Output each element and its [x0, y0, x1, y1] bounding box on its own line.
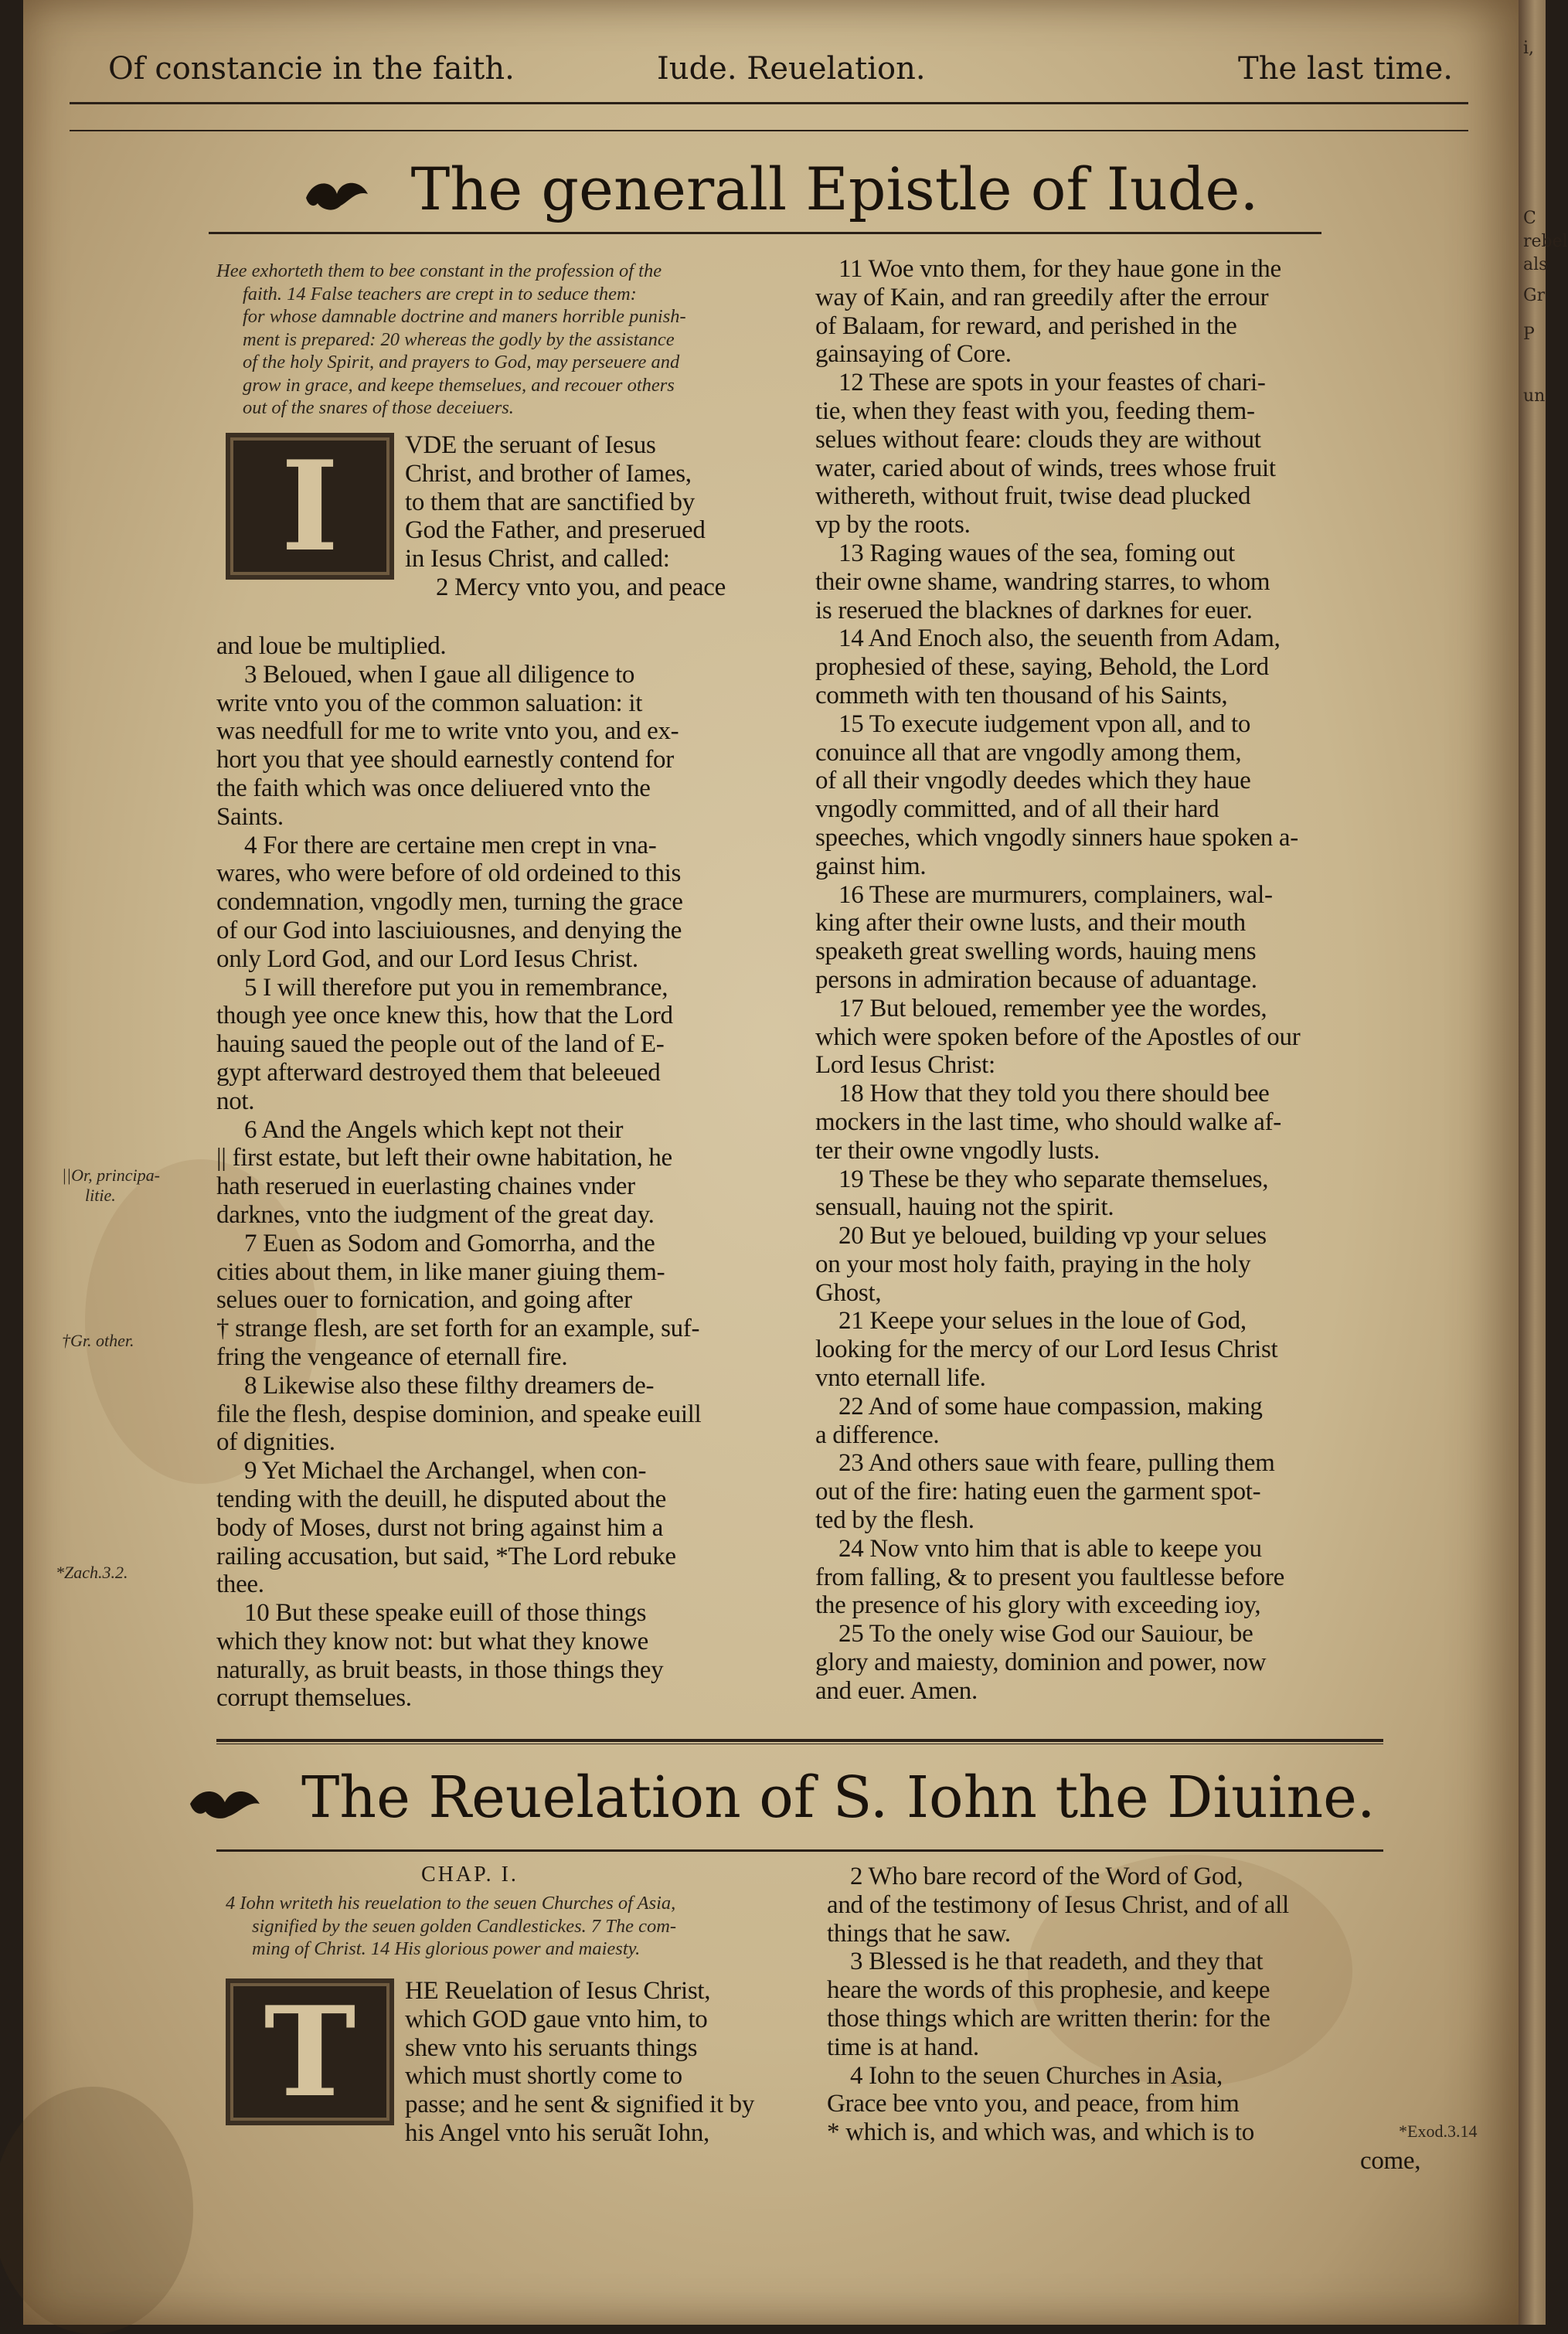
text-line: Lord Iesus Christ:: [815, 1051, 995, 1080]
text-line: 16 These are murmurers, complainers, wal-: [838, 880, 1273, 909]
edge-fragment: un: [1523, 386, 1546, 406]
text-line: only Lord God, and our Lord Iesus Christ.: [216, 944, 638, 973]
text-line: 9 Yet Michael the Archangel, when con-: [244, 1457, 647, 1485]
text-line: vp by the roots.: [815, 511, 971, 539]
text-line: and of the testimony of Iesus Christ, and of all: [827, 1890, 1289, 1919]
argument-line: out of the snares of those deceiuers.: [243, 397, 514, 418]
text-line: Saints.: [216, 802, 284, 831]
text-line: way of Kain, and ran greedily after the errour: [815, 283, 1269, 311]
argument-line: Hee exhorteth them to bee constant in the profession of the: [216, 260, 662, 281]
text-line: hort you that yee should earnestly contend for: [216, 746, 674, 774]
text-line: from falling, & to present you faultlesse before: [815, 1563, 1284, 1591]
text-line: 11 Woe vnto them, for they haue gone in the: [838, 255, 1281, 283]
running-head: [108, 45, 1453, 99]
text-line: 3 Blessed is he that readeth, and they that: [850, 1948, 1264, 1976]
text-line: 3 Beloued, when I gaue all diligence to: [244, 660, 635, 689]
text-line: 13 Raging waues of the sea, foming out: [838, 539, 1235, 567]
text-line: hath reserued in euerlasting chaines vnder: [216, 1172, 635, 1201]
jude-left-column: [216, 632, 804, 1713]
text-line: those things which are written therin: for the: [827, 2004, 1270, 2033]
text-line: the presence of his glory with exceeding ioy,: [815, 1591, 1261, 1620]
text-line: king after their owne lusts, and their mouth: [815, 909, 1246, 937]
argument-line: ming of Christ. 14 His glorious power and maiesty.: [252, 1938, 641, 1959]
text-line: 25 To the onely wise God our Sauiour, be: [838, 1620, 1253, 1648]
text-line: is reserued the blacknes of darknes for euer.: [815, 596, 1253, 624]
text-line: ted by the flesh.: [815, 1506, 974, 1535]
text-line: vngodly committed, and of all their hard: [815, 795, 1219, 824]
next-page-edge: [1519, 0, 1568, 2325]
text-line: passe; and he sent & signified it by: [405, 2091, 755, 2119]
edge-fragment: Gr: [1523, 286, 1546, 305]
edge-fragment: i,: [1523, 39, 1535, 58]
text-line: shew vnto his seruants things: [405, 2033, 698, 2062]
text-line: Ghost,: [815, 1278, 882, 1307]
revelation-title-block: [85, 1764, 1476, 1831]
text-line: * which is, and which was, and which is to: [827, 2118, 1254, 2147]
jude-title-rule: [209, 232, 1321, 234]
text-line: tending with the deuill, he disputed about the: [216, 1485, 666, 1513]
edge-fragment: P: [1523, 325, 1535, 344]
text-line: 18 How that they told you there should bee: [838, 1080, 1270, 1108]
jude-right-column: [815, 255, 1480, 1706]
text-line: 22 And of some haue compassion, making: [838, 1392, 1263, 1420]
text-line: vnto eternall life.: [815, 1364, 986, 1393]
text-line: and euer. Amen.: [815, 1676, 978, 1705]
margin-note-line: ||Or, principa-: [62, 1165, 160, 1185]
text-line: 12 These are spots in your feastes of chari-: [838, 369, 1266, 397]
text-line: prophesied of these, saying, Behold, the Lord: [815, 653, 1269, 682]
text-line: which they know not: but what they knowe: [216, 1627, 648, 1655]
argument-line: ment is prepared: 20 whereas the godly by the assistance: [243, 328, 675, 350]
chapter-heading: CHAP. I.: [421, 1863, 519, 1887]
jude-dropcap: I: [226, 433, 394, 580]
head-rule-2: [70, 130, 1468, 131]
argument-line: grow in grace, and keepe themselues, and recouer others: [243, 374, 675, 396]
text-line: selues ouer to fornication, and going after: [216, 1286, 632, 1315]
text-line: 17 But beloued, remember yee the wordes,: [838, 994, 1267, 1022]
margin-note-gr-other: †Gr. other.: [62, 1331, 134, 1350]
jude-opening-text: [405, 431, 726, 602]
text-line: God the Father, and preserued: [405, 516, 706, 545]
text-line: to them that are sanctified by: [405, 488, 695, 516]
text-line: 21 Keepe your selues in the loue of God,: [838, 1307, 1247, 1335]
text-line: railing accusation, but said, *The Lord rebuke: [216, 1542, 676, 1570]
text-line: withereth, without fruit, twise dead plucked: [815, 482, 1251, 511]
text-line: gypt afterward destroyed them that beleeued: [216, 1058, 661, 1087]
argument-line: for whose damnable doctrine and maners horrible punish-: [243, 306, 686, 327]
text-line: of dignities.: [216, 1428, 335, 1457]
text-line: was needfull for me to write vnto you, and ex-: [216, 717, 679, 746]
text-line: which were spoken before of the Apostles of our: [815, 1022, 1301, 1051]
text-line: glory and maiesty, dominion and power, now: [815, 1648, 1267, 1677]
text-line: VDE the seruant of Iesus: [405, 431, 656, 459]
margin-note-line: litie.: [85, 1186, 116, 1205]
text-line: 5 I will therefore put you in remembrance,: [244, 973, 668, 1002]
text-line: file the flesh, despise dominion, and speake euill: [216, 1400, 702, 1428]
jude-argument: [216, 260, 804, 420]
margin-note-zach: *Zach.3.2.: [56, 1563, 128, 1582]
running-head-right: The last time.: [1238, 51, 1453, 87]
text-line: hauing saued the people out of the land of E-: [216, 1030, 665, 1059]
text-line: time is at hand.: [827, 2033, 979, 2061]
jude-title-block: [85, 155, 1476, 223]
running-head-center: Iude. Reuelation.: [657, 51, 926, 87]
margin-note-principalitie: [62, 1165, 160, 1206]
text-line: the faith which was once deliuered vnto the: [216, 774, 651, 802]
text-line: which must shortly come to: [405, 2062, 682, 2091]
text-line: 24 Now vnto him that is able to keepe you: [838, 1534, 1262, 1563]
text-line: 4 Iohn to the seuen Churches in Asia,: [850, 2061, 1223, 2090]
text-line: things that he saw.: [827, 1919, 1011, 1948]
text-line: || first estate, but left their owne habitation, he: [216, 1144, 672, 1172]
text-line: water, caried about of winds, trees whose fruit: [815, 454, 1276, 482]
revelation-opening: [226, 1978, 813, 2156]
bible-page: [23, 0, 1519, 2325]
text-line: fring the vengeance of eternall fire.: [216, 1342, 568, 1371]
text-line: selues without feare: clouds they are without: [815, 425, 1261, 454]
text-line: wares, who were before of old ordeined to this: [216, 859, 682, 888]
argument-line: of the holy Spirit, and prayers to God, may perseuere and: [243, 352, 680, 373]
text-line: write vnto you of the common saluation: it: [216, 689, 643, 717]
fleuron-icon: [186, 1781, 264, 1824]
text-line: gainsaying of Core.: [815, 340, 1012, 369]
text-line: body of Moses, durst not bring against him a: [216, 1513, 663, 1542]
text-line: 19 These be they who separate themselues,: [838, 1165, 1269, 1193]
revelation-title: The Reuelation of S. Iohn the Diuine.: [301, 1764, 1376, 1831]
argument-line: faith. 14 False teachers are crept in to seduce them:: [243, 283, 637, 305]
text-line: come,: [1360, 2146, 1421, 2175]
text-line: cities about them, in like maner giuing them-: [216, 1257, 665, 1286]
text-line: looking for the mercy of our Lord Iesus Christ: [815, 1335, 1278, 1364]
text-line: speaketh great swelling words, hauing mens: [815, 937, 1257, 966]
text-line: corrupt themselues.: [216, 1684, 412, 1713]
text-line: of our God into lasciuiousnes, and denying the: [216, 916, 682, 944]
text-line: Christ, and brother of Iames,: [405, 459, 692, 488]
text-line: darknes, vnto the iudgment of the great day.: [216, 1200, 655, 1229]
argument-line: 4 Iohn writeth his reuelation to the seuen Churches of Asia,: [226, 1893, 676, 1914]
text-line: speeches, which vngodly sinners haue spoken a-: [815, 823, 1298, 852]
text-line: 4 For there are certaine men crept in vna-: [244, 831, 657, 859]
revelation-argument: [226, 1892, 813, 1961]
head-rule: [70, 102, 1468, 104]
text-line: in Iesus Christ, and called:: [405, 545, 670, 573]
text-line: 8 Likewise also these filthy dreamers de-: [244, 1371, 655, 1400]
text-line: 20 But ye beloued, building vp your selues: [838, 1222, 1267, 1250]
text-line: sensuall, hauing not the spirit.: [815, 1193, 1114, 1222]
text-line: HE Reuelation of Iesus Christ,: [405, 1977, 711, 2005]
edge-fragment: rebel: [1523, 232, 1568, 251]
fleuron-icon: [302, 171, 372, 217]
text-line: their owne shame, wandring starres, to whom: [815, 567, 1270, 596]
text-line: 14 And Enoch also, the seuenth from Adam,: [838, 624, 1281, 653]
text-line: on your most holy faith, praying in the holy: [815, 1250, 1251, 1278]
text-line: † strange flesh, are set forth for an example, suf-: [216, 1315, 700, 1343]
text-line: though yee once knew this, how that the Lord: [216, 1002, 673, 1030]
revelation-dropcap: T: [226, 1978, 394, 2125]
text-line: 15 To execute iudgement vpon all, and to: [838, 709, 1251, 738]
text-line: 2 Who bare record of the Word of God,: [850, 1863, 1243, 1890]
text-line: persons in admiration because of aduantage.: [815, 965, 1257, 994]
revelation-right-column: [827, 1863, 1476, 2176]
edge-fragment: C: [1523, 209, 1536, 228]
text-line: his Angel vnto his seruãt Iohn,: [405, 2118, 709, 2147]
text-line: tie, when they feast with you, feeding them-: [815, 396, 1255, 425]
text-line: commeth with ten thousand of his Saints,: [815, 681, 1228, 709]
text-line: naturally, as bruit beasts, in those things they: [216, 1655, 664, 1684]
revelation-title-rule: [216, 1849, 1383, 1852]
argument-line: signified by the seuen golden Candlestickes. 7 The com-: [252, 1915, 677, 1937]
text-line: 7 Euen as Sodom and Gomorrha, and the: [244, 1229, 655, 1257]
text-line: which GOD gaue vnto him, to: [405, 2005, 708, 2033]
section-rule: [216, 1739, 1383, 1742]
text-line: thee.: [216, 1570, 264, 1599]
text-line: mockers in the last time, who should walke af-: [815, 1107, 1281, 1136]
text-line: 23 And others saue with feare, pulling them: [838, 1449, 1275, 1478]
text-line: out of the fire: hating euen the garment spot-: [815, 1478, 1261, 1506]
text-line: conuince all that are vngodly among them,: [815, 738, 1242, 767]
margin-note-exod: *Exod.3.14: [1399, 2121, 1478, 2141]
edge-fragment: als: [1523, 255, 1548, 274]
text-line: of Balaam, for reward, and perished in the: [815, 311, 1237, 340]
running-head-left: Of constancie in the faith.: [108, 51, 515, 87]
text-line: gainst him.: [815, 852, 927, 880]
text-line: Grace bee vnto you, and peace, from him: [827, 2090, 1240, 2118]
text-line: 10 But these speake euill of those things: [244, 1599, 647, 1628]
text-line: heare the words of this prophesie, and keepe: [827, 1976, 1270, 2005]
text-line: 2 Mercy vnto you, and peace: [436, 573, 726, 601]
text-line: of all their vngodly deedes which they haue: [815, 767, 1251, 795]
text-line: and loue be multiplied.: [216, 632, 447, 660]
text-line: a difference.: [815, 1420, 940, 1449]
jude-opening: [226, 433, 813, 611]
text-line: 6 And the Angels which kept not their: [244, 1115, 624, 1144]
text-line: ter their owne vngodly lusts.: [815, 1136, 1100, 1165]
revelation-opening-text: [405, 1977, 754, 2148]
text-line: condemnation, vngodly men, turning the grace: [216, 888, 683, 917]
text-line: not.: [216, 1087, 255, 1115]
jude-title: The generall Epistle of Iude.: [410, 155, 1259, 223]
